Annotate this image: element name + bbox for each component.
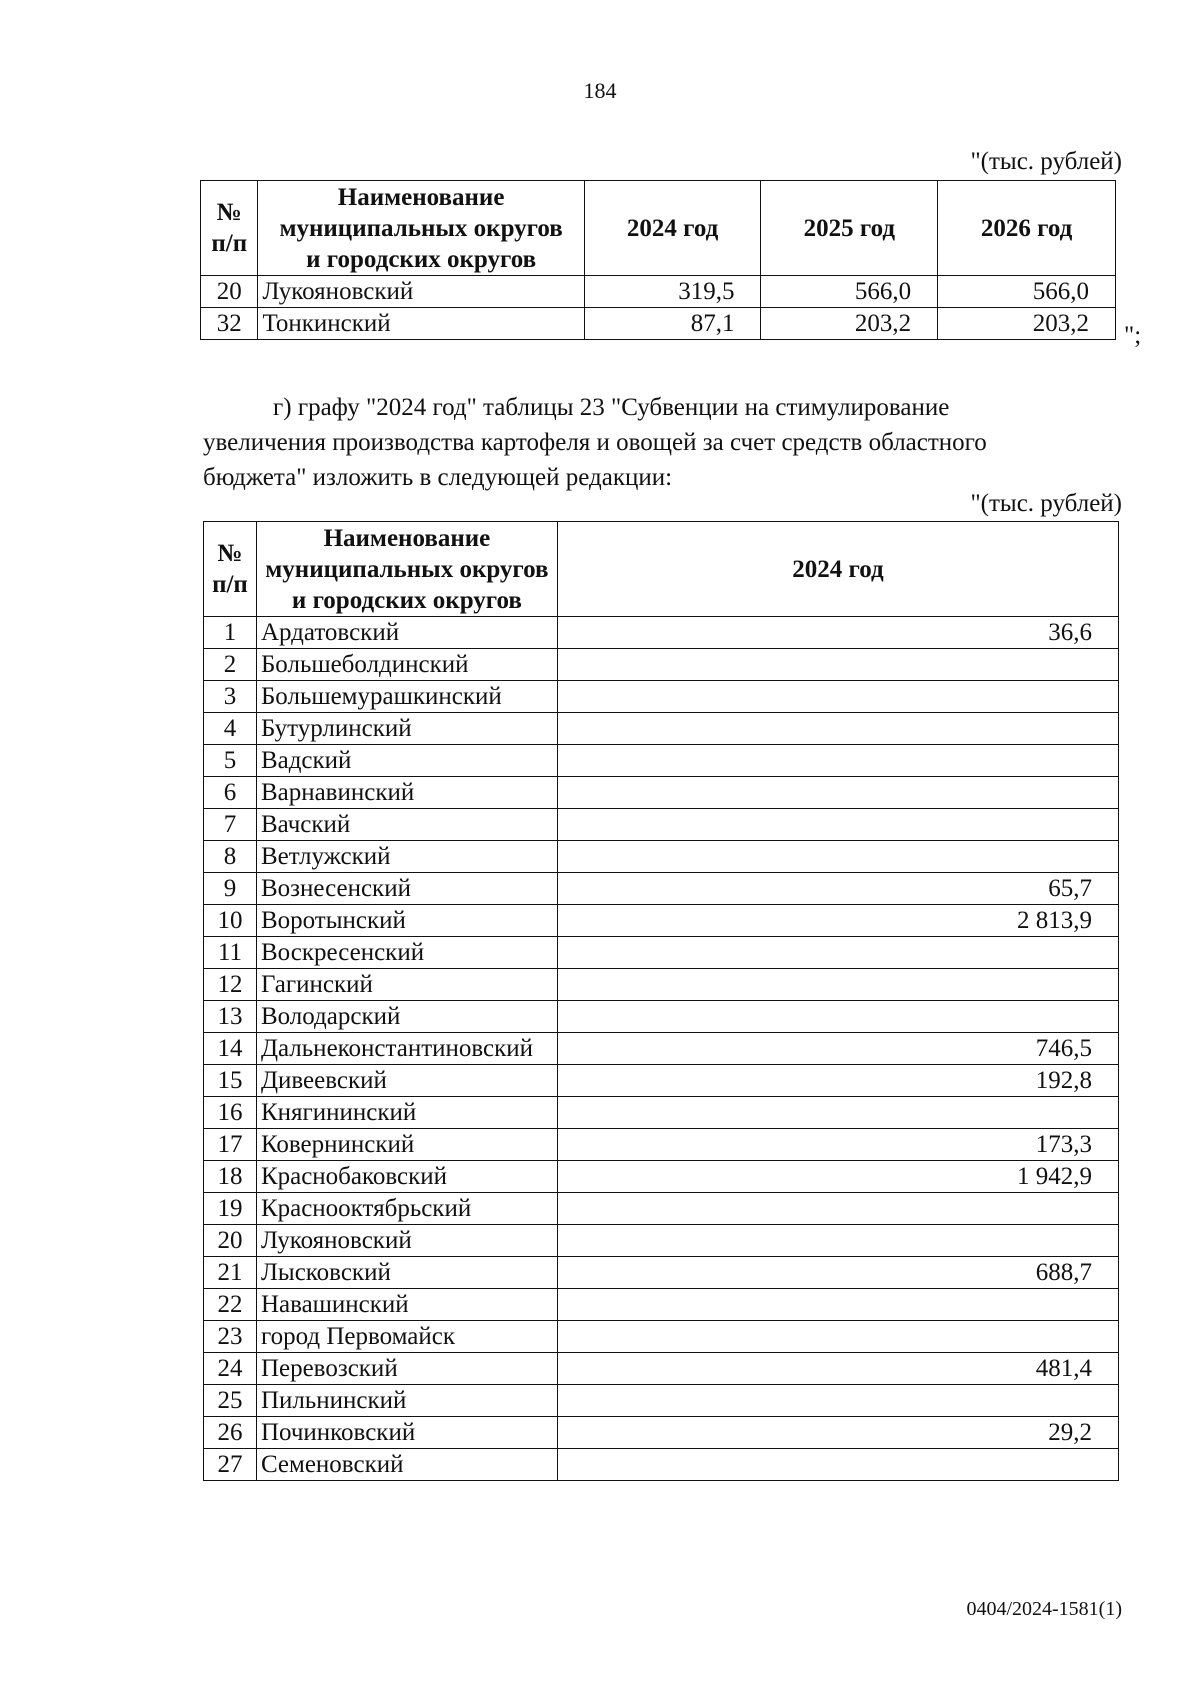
district-name: Ветлужский xyxy=(256,841,557,873)
table-row xyxy=(204,1033,1119,1065)
district-name: Воскресенский xyxy=(256,937,557,969)
value-2024 xyxy=(557,1321,1118,1353)
paragraph-line-1: г) графу "2024 год" таблицы 23 "Субвенции на стимулирование xyxy=(273,394,950,421)
district-name: Ковернинский xyxy=(256,1129,557,1161)
district-name: Бутурлинский xyxy=(256,713,557,745)
row-number: 3 xyxy=(204,681,257,713)
table1-unit-label: "(тыс. рублей) xyxy=(970,148,1122,175)
value-2026: 566,0 xyxy=(938,276,1116,308)
col-header-number xyxy=(201,181,258,276)
value-2024 xyxy=(557,1289,1118,1321)
col-header-number xyxy=(204,522,257,617)
district-name: Вадский xyxy=(256,745,557,777)
row-number: 18 xyxy=(204,1161,257,1193)
district-name: Ардатовский xyxy=(256,617,557,649)
row-number: 1 xyxy=(204,617,257,649)
row-number: 24 xyxy=(204,1353,257,1385)
table-row xyxy=(204,969,1119,1001)
col-header-number-line2: п/п xyxy=(211,230,248,257)
col-header-2025: 2025 год xyxy=(761,181,938,276)
row-number: 2 xyxy=(204,649,257,681)
table-row xyxy=(204,1193,1119,1225)
row-number: 9 xyxy=(204,873,257,905)
table-row xyxy=(204,1257,1119,1289)
table-row xyxy=(204,681,1119,713)
paragraph-line-2: увеличения производства картофеля и овощей за счет средств областного xyxy=(203,429,987,456)
row-number: 17 xyxy=(204,1129,257,1161)
district-name: Лысковский xyxy=(256,1257,557,1289)
row-number: 6 xyxy=(204,777,257,809)
col-header-name-line3: и городских округов xyxy=(306,245,537,273)
col-header-name-line2: муниципальных округов xyxy=(265,555,549,583)
table-row xyxy=(204,649,1119,681)
row-number: 16 xyxy=(204,1097,257,1129)
value-2024 xyxy=(557,1449,1118,1481)
value-2024 xyxy=(557,713,1118,745)
col-header-number-line1: № xyxy=(217,540,243,567)
table-row xyxy=(204,905,1119,937)
table2-unit-label: "(тыс. рублей) xyxy=(970,490,1122,517)
table-row xyxy=(204,1417,1119,1449)
district-name: город Первомайск xyxy=(256,1321,557,1353)
district-name: Володарский xyxy=(256,1001,557,1033)
district-name: Дальнеконстантиновский xyxy=(256,1033,557,1065)
value-2024: 481,4 xyxy=(557,1353,1118,1385)
district-name: Гагинский xyxy=(256,969,557,1001)
table-row xyxy=(204,777,1119,809)
value-2024: 746,5 xyxy=(557,1033,1118,1065)
district-name: Навашинский xyxy=(256,1289,557,1321)
district-name: Краснооктябрьский xyxy=(256,1193,557,1225)
page-number: 184 xyxy=(583,78,617,103)
table-row xyxy=(204,873,1119,905)
value-2025: 566,0 xyxy=(761,276,938,308)
table-row xyxy=(204,745,1119,777)
value-2024: 29,2 xyxy=(557,1417,1118,1449)
col-header-2024: 2024 год xyxy=(584,181,761,276)
row-number: 25 xyxy=(204,1385,257,1417)
table-row xyxy=(204,1001,1119,1033)
district-name: Вачский xyxy=(256,809,557,841)
value-2024: 65,7 xyxy=(557,873,1118,905)
row-number: 10 xyxy=(204,905,257,937)
col-header-2026: 2026 год xyxy=(938,181,1116,276)
table-row xyxy=(204,617,1119,649)
row-number: 20 xyxy=(201,276,258,308)
table-row xyxy=(204,1097,1119,1129)
value-2024: 319,5 xyxy=(584,276,761,308)
value-2024: 173,3 xyxy=(557,1129,1118,1161)
table-row xyxy=(204,1449,1119,1481)
row-number: 19 xyxy=(204,1193,257,1225)
table-row xyxy=(201,276,1116,308)
row-number: 4 xyxy=(204,713,257,745)
row-number: 26 xyxy=(204,1417,257,1449)
document-code: 0404/2024-1581(1) xyxy=(966,1598,1122,1620)
value-2024 xyxy=(557,777,1118,809)
col-header-name-line3: и городских округов xyxy=(291,586,522,614)
col-header-2024: 2024 год xyxy=(557,522,1118,617)
district-name: Большеболдинский xyxy=(256,649,557,681)
value-2024 xyxy=(557,841,1118,873)
value-2024 xyxy=(557,937,1118,969)
table-row xyxy=(204,1385,1119,1417)
value-2024: 688,7 xyxy=(557,1257,1118,1289)
value-2024: 192,8 xyxy=(557,1065,1118,1097)
row-number: 32 xyxy=(201,308,258,340)
district-name: Починковский xyxy=(256,1417,557,1449)
col-header-name-line1: Наименование xyxy=(337,183,505,211)
col-header-name-line2: муниципальных округов xyxy=(279,214,563,242)
table-row xyxy=(204,1353,1119,1385)
district-name: Краснобаковский xyxy=(256,1161,557,1193)
district-name: Дивеевский xyxy=(256,1065,557,1097)
row-number: 21 xyxy=(204,1257,257,1289)
row-number: 22 xyxy=(204,1289,257,1321)
value-2024: 87,1 xyxy=(584,308,761,340)
value-2026: 203,2 xyxy=(938,308,1116,340)
district-name: Перевозский xyxy=(256,1353,557,1385)
row-number: 23 xyxy=(204,1321,257,1353)
district-name: Лукояновский xyxy=(258,276,584,308)
value-2024 xyxy=(557,649,1118,681)
district-name: Варнавинский xyxy=(256,777,557,809)
table-row xyxy=(204,1225,1119,1257)
district-name: Большемурашкинский xyxy=(256,681,557,713)
row-number: 12 xyxy=(204,969,257,1001)
value-2024 xyxy=(557,745,1118,777)
row-number: 7 xyxy=(204,809,257,841)
table-row xyxy=(204,809,1119,841)
value-2024 xyxy=(557,969,1118,1001)
table-row xyxy=(204,1065,1119,1097)
value-2024: 1 942,9 xyxy=(557,1161,1118,1193)
value-2024 xyxy=(557,1001,1118,1033)
col-header-number-line2: п/п xyxy=(212,571,248,598)
value-2024 xyxy=(557,809,1118,841)
table-row xyxy=(204,1289,1119,1321)
value-2024 xyxy=(557,1193,1118,1225)
value-2024 xyxy=(557,1385,1118,1417)
row-number: 15 xyxy=(204,1065,257,1097)
table-2 xyxy=(203,521,1119,1481)
table-1 xyxy=(200,180,1116,340)
row-number: 13 xyxy=(204,1001,257,1033)
district-name: Семеновский xyxy=(256,1449,557,1481)
district-name: Лукояновский xyxy=(256,1225,557,1257)
paragraph-line-3: бюджета" изложить в следующей редакции: xyxy=(203,464,673,491)
table-row xyxy=(204,1129,1119,1161)
table-row xyxy=(204,1321,1119,1353)
table-row xyxy=(204,841,1119,873)
col-header-name xyxy=(256,522,557,617)
value-2025: 203,2 xyxy=(761,308,938,340)
row-number: 27 xyxy=(204,1449,257,1481)
district-name: Воротынский xyxy=(256,905,557,937)
table-row xyxy=(201,308,1116,340)
district-name: Пильнинский xyxy=(256,1385,557,1417)
district-name: Княгининский xyxy=(256,1097,557,1129)
col-header-name xyxy=(258,181,584,276)
table-row xyxy=(204,1161,1119,1193)
table1-closing-quote: "; xyxy=(1124,322,1142,349)
value-2024 xyxy=(557,681,1118,713)
value-2024: 36,6 xyxy=(557,617,1118,649)
value-2024 xyxy=(557,1225,1118,1257)
district-name: Тонкинский xyxy=(258,308,584,340)
row-number: 5 xyxy=(204,745,257,777)
col-header-number-line1: № xyxy=(216,199,242,226)
col-header-name-line1: Наименование xyxy=(323,524,491,552)
value-2024: 2 813,9 xyxy=(557,905,1118,937)
row-number: 14 xyxy=(204,1033,257,1065)
row-number: 11 xyxy=(204,937,257,969)
value-2024 xyxy=(557,1097,1118,1129)
district-name: Вознесенский xyxy=(256,873,557,905)
table-row xyxy=(204,937,1119,969)
row-number: 8 xyxy=(204,841,257,873)
row-number: 20 xyxy=(204,1225,257,1257)
table-row xyxy=(204,713,1119,745)
